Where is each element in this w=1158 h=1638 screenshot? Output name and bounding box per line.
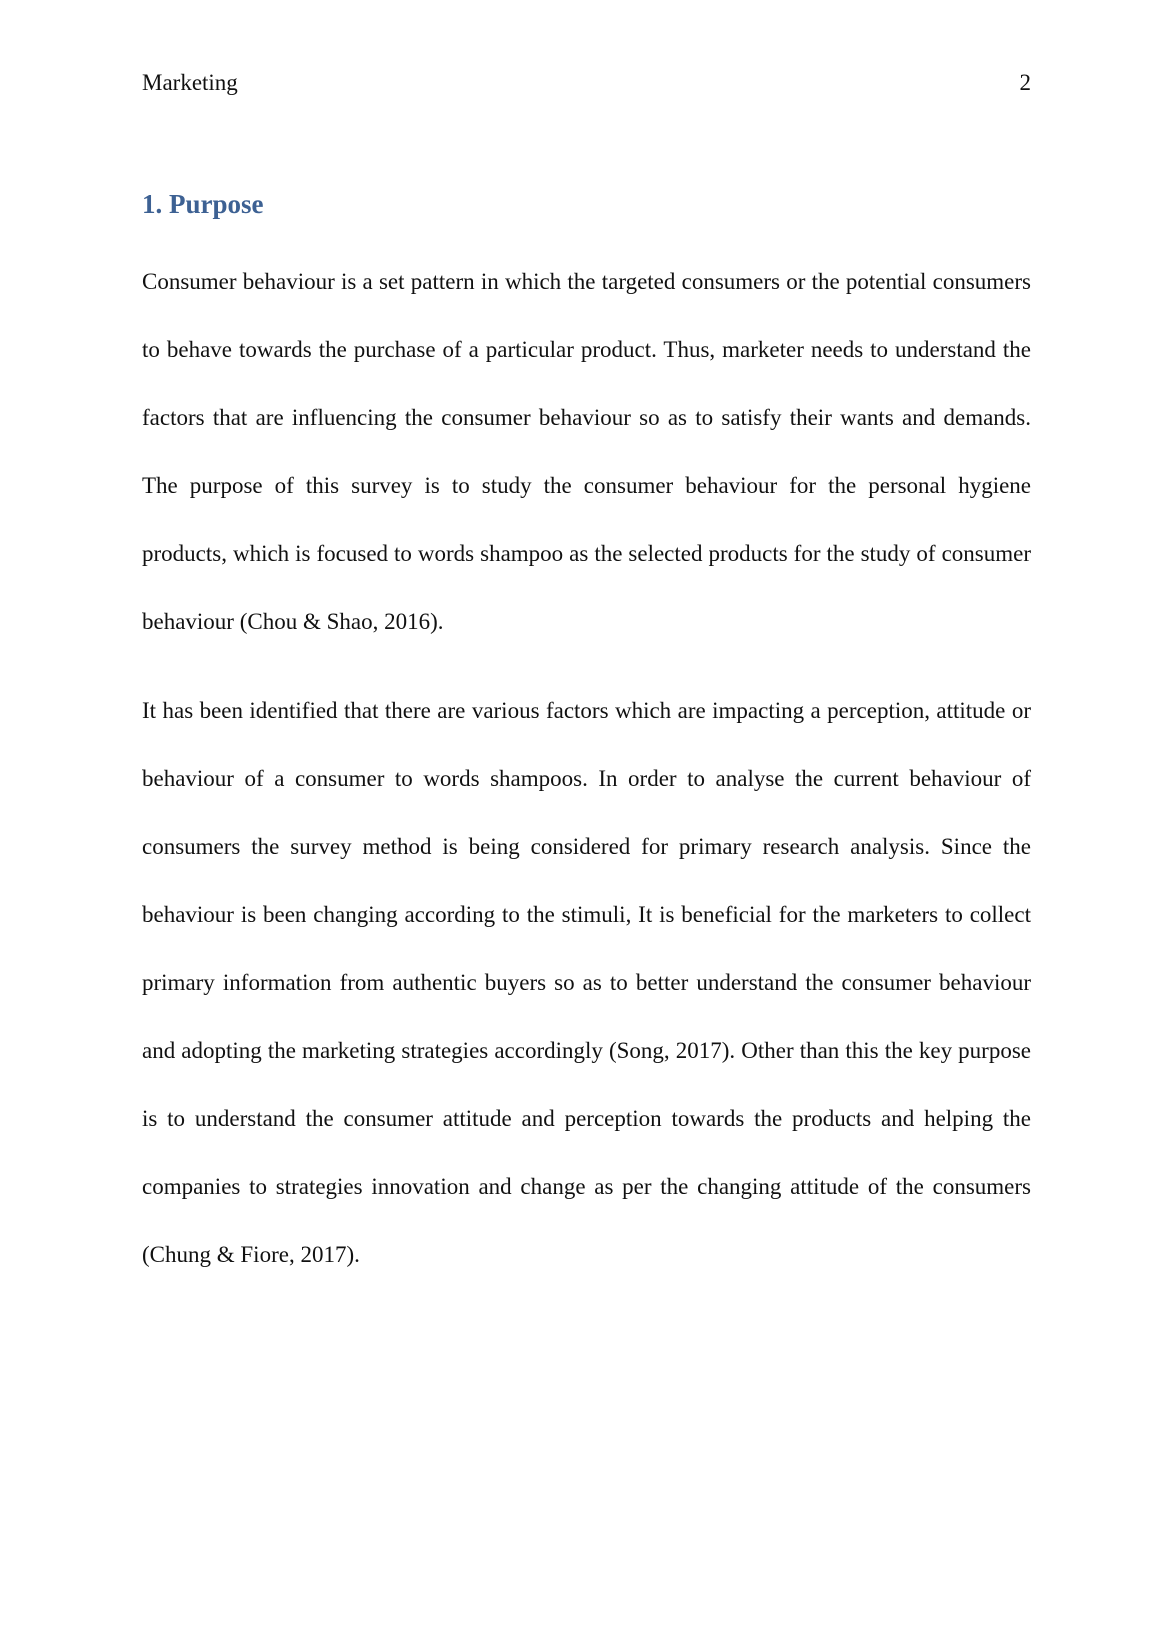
- running-head: Marketing: [142, 70, 238, 95]
- page-number: 2: [1019, 70, 1031, 95]
- body-paragraph: Consumer behaviour is a set pattern in which the targeted consumers or the potential consumers to behave towards the purchase of a particular product. Thus, marketer needs to understand the factors that are influencing the consumer behaviour so as to satisfy their wants and demands. The purpose of this survey is to study the consumer behaviour for the personal hygiene products, which is focused to words shampoo as the selected products for the study of consumer behaviour (Chou & Shao, 2016).: [142, 269, 1031, 634]
- body-paragraph: It has been identified that there are various factors which are impacting a perception, attitude or behaviour of a consumer to words shampoos. In order to analyse the current behaviour of consumers the survey method is being considered for primary research analysis. Since the behaviour is been changing according to the stimuli, It is beneficial for the marketers to collect primary information from authentic buyers so as to better understand the consumer behaviour and adopting the marketing strategies accordingly (Song, 2017). Other than this the key purpose is to understand the consumer attitude and perception towards the products and helping the companies to strategies innovation and change as per the changing attitude of the consumers (Chung & Fiore, 2017).: [142, 698, 1031, 1267]
- section-heading: 1. Purpose: [142, 189, 264, 219]
